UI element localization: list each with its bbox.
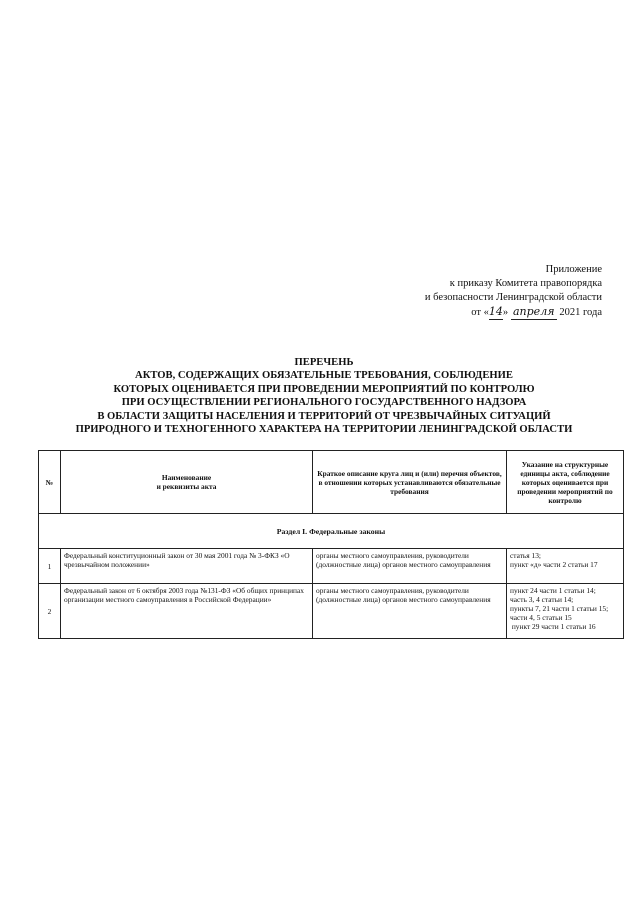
- acts-table: [38, 450, 624, 639]
- header-act-name: Наименование и реквизиты акта: [61, 451, 313, 514]
- ref-item: статья 13;: [510, 551, 541, 560]
- header-number: №: [39, 451, 61, 514]
- ref-item: пункт «д» части 2 статьи 17: [510, 560, 598, 569]
- ref-item: пункты 7, 21 части 1 статьи 15;: [510, 604, 609, 613]
- row-refs: [507, 549, 624, 584]
- appendix-committee: и безопасности Ленинградской области: [424, 292, 602, 303]
- row-act: Федеральный конституционный закон от 30 мая 2001 года № 3-ФКЗ «О чрезвычайном положении»: [61, 549, 313, 584]
- date-month-handwritten: апреля: [511, 305, 557, 320]
- date-prefix: от «: [471, 307, 489, 318]
- title-line: КОТОРЫХ ОЦЕНИВАЕТСЯ ПРИ ПРОВЕДЕНИИ МЕРОПРИЯТИЙ ПО КОНТРОЛЮ: [113, 383, 535, 395]
- appendix-label: Приложение: [545, 264, 602, 275]
- date-suffix: 2021 года: [556, 307, 602, 318]
- appendix-order-ref: к приказу Комитета правопорядка: [449, 278, 602, 289]
- table-row: [39, 584, 624, 639]
- section-row: [39, 514, 624, 549]
- ref-item: часть 3, 4 статьи 14;: [510, 595, 574, 604]
- section-title: Раздел I. Федеральные законы: [39, 514, 624, 549]
- title-line: ПРИ ОСУЩЕСТВЛЕНИИ РЕГИОНАЛЬНОГО ГОСУДАРСТВЕННОГО НАДЗОРА: [121, 397, 527, 409]
- date-mid: »: [502, 307, 511, 318]
- row-number: 2: [39, 584, 61, 639]
- header-scope: Краткое описание круга лиц и (или) перечня объектов, в отношении которых устанавливаются обязательные требования: [313, 451, 507, 514]
- header-structural-units: Указание на структурные единицы акта, соблюдение которых оценивается при проведении мероприятий по контролю: [507, 451, 624, 514]
- date-day-handwritten: 14: [488, 305, 503, 318]
- table-header-row: [39, 451, 624, 514]
- ref-item: пункт 24 части 1 статьи 14;: [510, 586, 596, 595]
- title-line: ПЕРЕЧЕНЬ: [294, 357, 354, 368]
- row-refs: [507, 584, 624, 639]
- row-number: 1: [39, 549, 61, 584]
- appendix-block: [382, 263, 602, 320]
- row-act: Федеральный закон от 6 октября 2003 года №131-ФЗ «Об общих принципах организации местного самоуправления в Российской Федерации»: [61, 584, 313, 639]
- document-title: [40, 356, 608, 436]
- table-row: [39, 549, 624, 584]
- ref-item: части 4, 5 статьи 15: [510, 613, 572, 622]
- title-line: АКТОВ, СОДЕРЖАЩИХ ОБЯЗАТЕЛЬНЫЕ ТРЕБОВАНИЯ, СОБЛЮДЕНИЕ: [135, 370, 513, 382]
- title-line: ПРИРОДНОГО И ТЕХНОГЕННОГО ХАРАКТЕРА НА ТЕРРИТОРИИ ЛЕНИНГРАДСКОЙ ОБЛАСТИ: [75, 424, 573, 436]
- ref-item: пункт 29 части 1 статьи 16: [510, 622, 596, 631]
- row-scope: органы местного самоуправления, руководители (должностные лица) органов местного самоуправления: [313, 549, 507, 584]
- title-line: В ОБЛАСТИ ЗАЩИТЫ НАСЕЛЕНИЯ И ТЕРРИТОРИЙ ОТ ЧРЕЗВЫЧАЙНЫХ СИТУАЦИЙ: [97, 410, 551, 422]
- row-scope: органы местного самоуправления, руководители (должностные лица) органов местного самоуправления: [313, 584, 507, 639]
- appendix-date: [382, 305, 602, 320]
